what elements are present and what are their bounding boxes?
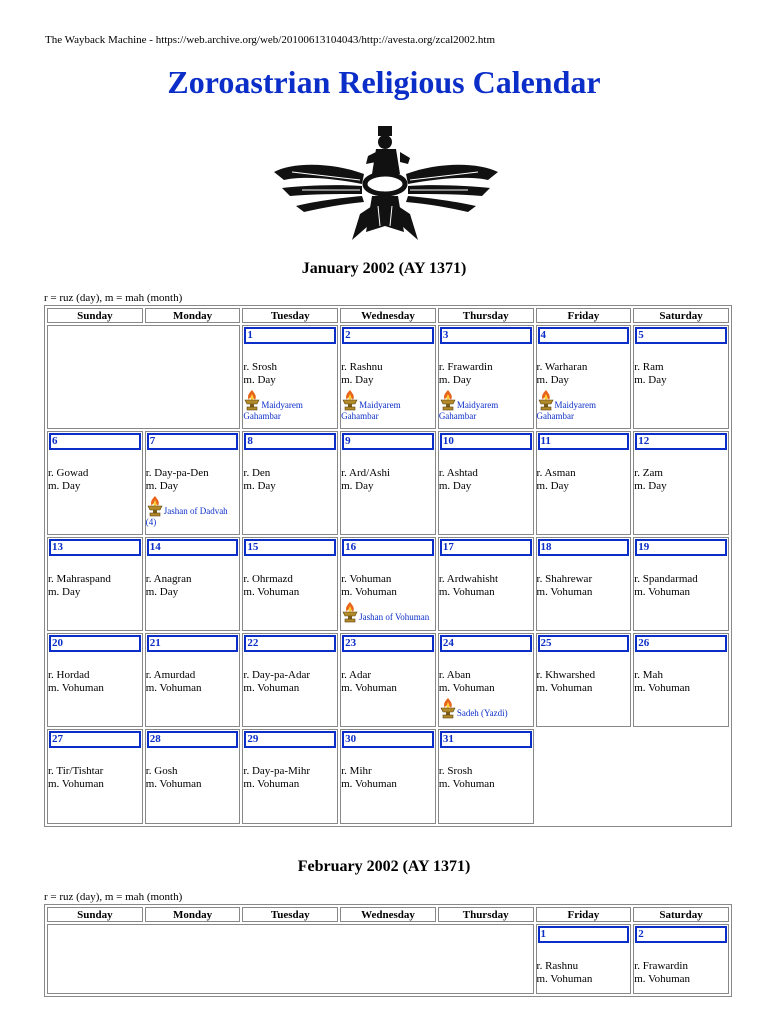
day-cell: [145, 633, 241, 727]
weekday-header: Friday: [536, 907, 632, 922]
weekday-header: Saturday: [633, 907, 729, 922]
mah-text: m. Day: [536, 480, 569, 492]
day-number-link[interactable]: 28: [147, 731, 239, 748]
ruz-text: r. Tir/Tishtar: [48, 765, 104, 777]
day-cell: [536, 924, 632, 994]
mah-text: m. Day: [536, 374, 569, 386]
day-cell: [633, 431, 729, 535]
day-number-link[interactable]: 7: [147, 433, 239, 450]
day-number-link[interactable]: 13: [49, 539, 141, 556]
day-cell: [536, 537, 632, 631]
day-cell: [438, 537, 534, 631]
mah-text: m. Vohuman: [48, 682, 104, 694]
event-link[interactable]: [146, 495, 240, 528]
day-number-link[interactable]: 1: [244, 327, 336, 344]
empty-cell: [536, 729, 729, 824]
day-number-link[interactable]: 25: [538, 635, 630, 652]
mah-text: m. Day: [243, 374, 276, 386]
mah-text: m. Day: [48, 480, 81, 492]
day-cell: [340, 431, 436, 535]
ruz-text: r. Ardwahisht: [438, 573, 499, 585]
mah-text: m. Vohuman: [634, 682, 691, 694]
day-cell: [438, 325, 534, 429]
event-label: Maidyarem Gahambar: [536, 400, 596, 421]
day-number-link[interactable]: 12: [635, 433, 727, 450]
ruz-text: r. Mahraspand: [48, 573, 111, 585]
event-link[interactable]: [439, 697, 533, 719]
mah-text: m. Vohuman: [145, 778, 202, 790]
mah-text: m. Vohuman: [438, 778, 495, 790]
ruz-text: r. Rashnu: [536, 960, 579, 972]
event-link[interactable]: [341, 601, 435, 623]
day-cell: [340, 537, 436, 631]
weekday-header: Sunday: [47, 308, 143, 323]
day-cell: [242, 537, 338, 631]
day-cell: [47, 633, 143, 727]
day-number-link[interactable]: 5: [635, 327, 727, 344]
day-number-link[interactable]: 17: [440, 539, 532, 556]
event-label: Maidyarem Gahambar: [438, 400, 499, 421]
day-cell: [438, 729, 534, 824]
mah-text: m. Day: [341, 374, 374, 386]
page-title: Zoroastrian Religious Calendar: [167, 64, 601, 100]
ruz-text: r. Mihr: [341, 765, 372, 777]
day-cell: [536, 431, 632, 535]
event-link[interactable]: [243, 389, 337, 422]
mah-text: m. Vohuman: [438, 586, 495, 598]
day-cell: [438, 633, 534, 727]
day-number-link[interactable]: 2: [342, 327, 434, 344]
day-number-link[interactable]: 30: [342, 731, 434, 748]
mah-text: m. Vohuman: [341, 586, 397, 598]
calendar-february: [44, 904, 732, 997]
day-number-link[interactable]: 19: [635, 539, 727, 556]
day-cell: [47, 431, 143, 535]
day-number-link[interactable]: 9: [342, 433, 434, 450]
ruz-text: r. Srosh: [243, 361, 278, 373]
empty-cell: [47, 325, 240, 429]
ruz-text: r. Frawardin: [634, 960, 688, 972]
fire-urn-icon: [439, 697, 457, 719]
mah-text: m. Vohuman: [243, 778, 300, 790]
mah-text: m. Vohuman: [634, 586, 691, 598]
weekday-header: Monday: [145, 308, 241, 323]
mah-text: m. Day: [634, 374, 667, 386]
ruz-text: r. Ohrmazd: [243, 573, 293, 585]
day-cell: [145, 729, 241, 824]
week-row: [47, 729, 729, 824]
fire-urn-icon: [243, 389, 261, 411]
week-row: [47, 325, 729, 429]
weekday-header: Tuesday: [242, 907, 338, 922]
mah-text: m. Day: [243, 480, 276, 492]
ruz-text: r. Hordad: [48, 669, 90, 681]
ruz-text: r. Day-pa-Den: [145, 467, 209, 479]
ruz-text: r. Day-pa-Adar: [243, 669, 310, 681]
month-title-february: February 2002 (AY 1371): [297, 858, 471, 875]
weekday-header: Tuesday: [242, 308, 338, 323]
day-number-link[interactable]: 14: [147, 539, 239, 556]
mah-text: m. Vohuman: [536, 682, 593, 694]
legend-january: r = ruz (day), m = mah (month): [44, 292, 183, 304]
empty-cell: [47, 924, 534, 994]
day-cell: [633, 537, 729, 631]
weekday-header: Saturday: [633, 308, 729, 323]
ruz-text: r. Spandarmad: [634, 573, 698, 585]
event-label: Jashan of Vohuman: [359, 612, 430, 622]
ruz-text: r. Gowad: [48, 467, 89, 479]
day-number-link[interactable]: 2: [635, 926, 727, 943]
fire-urn-icon: [439, 389, 457, 411]
weekday-header: Wednesday: [340, 308, 436, 323]
mah-text: m. Day: [145, 586, 179, 598]
mah-text: m. Vohuman: [341, 778, 397, 790]
day-cell: [340, 633, 436, 727]
day-cell: [242, 431, 338, 535]
fire-urn-icon: [341, 601, 359, 623]
day-number-link[interactable]: 4: [538, 327, 630, 344]
day-cell: [633, 325, 729, 429]
day-cell: [536, 325, 632, 429]
mah-text: m. Vohuman: [341, 682, 397, 694]
day-number-link[interactable]: 20: [49, 635, 141, 652]
weekday-header: Monday: [145, 907, 241, 922]
day-number-link[interactable]: 27: [49, 731, 141, 748]
mah-text: m. Day: [341, 480, 374, 492]
event-label: Maidyarem Gahambar: [341, 400, 401, 421]
ruz-text: r. Frawardin: [438, 361, 493, 373]
ruz-text: r. Adar: [341, 669, 372, 681]
ruz-text: r. Ard/Ashi: [341, 467, 391, 479]
day-cell: [242, 633, 338, 727]
day-cell: [340, 729, 436, 824]
day-number-link[interactable]: 8: [244, 433, 336, 450]
mah-text: m. Day: [145, 480, 179, 492]
day-number-link[interactable]: 1: [538, 926, 630, 943]
mah-text: m. Vohuman: [634, 973, 691, 985]
day-cell: [536, 633, 632, 727]
day-number-link[interactable]: 6: [49, 433, 141, 450]
day-number-link[interactable]: 21: [147, 635, 239, 652]
day-cell: [633, 633, 729, 727]
week-row: [47, 633, 729, 727]
day-number-link[interactable]: 29: [244, 731, 336, 748]
wayback-banner: The Wayback Machine - https://web.archive.org/web/20100613104043/http://avesta.org/zcal2002.htm: [45, 34, 496, 46]
weekday-header: Sunday: [47, 907, 143, 922]
ruz-text: r. Shahrewar: [536, 573, 593, 585]
event-link[interactable]: [439, 389, 533, 422]
day-number-link[interactable]: 18: [538, 539, 630, 556]
day-cell: [47, 537, 143, 631]
event-link[interactable]: [537, 389, 631, 422]
day-cell: [47, 729, 143, 824]
week-row: [47, 924, 729, 994]
ruz-text: r. Khwarshed: [536, 669, 596, 681]
day-cell: [340, 325, 436, 429]
ruz-text: r. Warharan: [536, 361, 588, 373]
mah-text: m. Vohuman: [48, 778, 104, 790]
ruz-text: r. Amurdad: [145, 669, 196, 681]
mah-text: m. Vohuman: [438, 682, 495, 694]
day-cell: [145, 431, 241, 535]
event-link[interactable]: [341, 389, 435, 422]
day-number-link[interactable]: 23: [342, 635, 434, 652]
day-cell: [145, 537, 241, 631]
ruz-text: r. Aban: [438, 669, 471, 681]
ruz-text: r. Anagran: [145, 573, 192, 585]
mah-text: m. Day: [438, 480, 472, 492]
mah-text: m. Vohuman: [145, 682, 202, 694]
week-row: [47, 537, 729, 631]
ruz-text: r. Den: [243, 467, 271, 479]
ruz-text: r. Day-pa-Mihr: [243, 765, 310, 777]
mah-text: m. Day: [48, 586, 81, 598]
day-cell: [438, 431, 534, 535]
mah-text: m. Day: [634, 480, 667, 492]
fire-urn-icon: [537, 389, 555, 411]
ruz-text: r. Gosh: [145, 765, 178, 777]
weekday-header: Thursday: [438, 907, 534, 922]
event-label: Jashan of Dadvah (4): [145, 506, 228, 527]
day-number-link[interactable]: 22: [244, 635, 336, 652]
ruz-text: r. Asman: [536, 467, 576, 479]
mah-text: m. Day: [438, 374, 472, 386]
day-number-link[interactable]: 11: [538, 433, 630, 450]
day-number-link[interactable]: 15: [244, 539, 336, 556]
mah-text: m. Vohuman: [536, 973, 593, 985]
week-row: [47, 431, 729, 535]
weekday-header: Thursday: [438, 308, 534, 323]
ruz-text: r. Vohuman: [341, 573, 392, 585]
day-cell: [633, 924, 729, 994]
ruz-text: r. Ram: [634, 361, 664, 373]
day-number-link[interactable]: 24: [440, 635, 532, 652]
ruz-text: r. Zam: [634, 467, 663, 479]
day-cell: [242, 325, 338, 429]
fire-urn-icon: [341, 389, 359, 411]
weekday-header: Wednesday: [340, 907, 436, 922]
weekday-header: Friday: [536, 308, 632, 323]
mah-text: m. Vohuman: [243, 586, 300, 598]
legend-february: r = ruz (day), m = mah (month): [44, 891, 183, 903]
day-number-link[interactable]: 16: [342, 539, 434, 556]
month-title-january: January 2002 (AY 1371): [301, 260, 467, 277]
day-number-link[interactable]: 10: [440, 433, 532, 450]
mah-text: m. Vohuman: [536, 586, 593, 598]
ruz-text: r. Ashtad: [438, 467, 478, 479]
event-label: Maidyarem Gahambar: [243, 400, 303, 421]
day-cell: [242, 729, 338, 824]
day-number-link[interactable]: 26: [635, 635, 727, 652]
event-label: Sadeh (Yazdi): [456, 708, 508, 718]
mah-text: m. Vohuman: [243, 682, 300, 694]
calendar-january: [44, 305, 732, 827]
day-number-link[interactable]: 3: [440, 327, 532, 344]
fire-urn-icon: [146, 495, 164, 517]
ruz-text: r. Mah: [634, 669, 663, 681]
ruz-text: r. Rashnu: [341, 361, 383, 373]
ruz-text: r. Srosh: [438, 765, 473, 777]
day-number-link[interactable]: 31: [440, 731, 532, 748]
faravahar-icon: [272, 122, 500, 262]
